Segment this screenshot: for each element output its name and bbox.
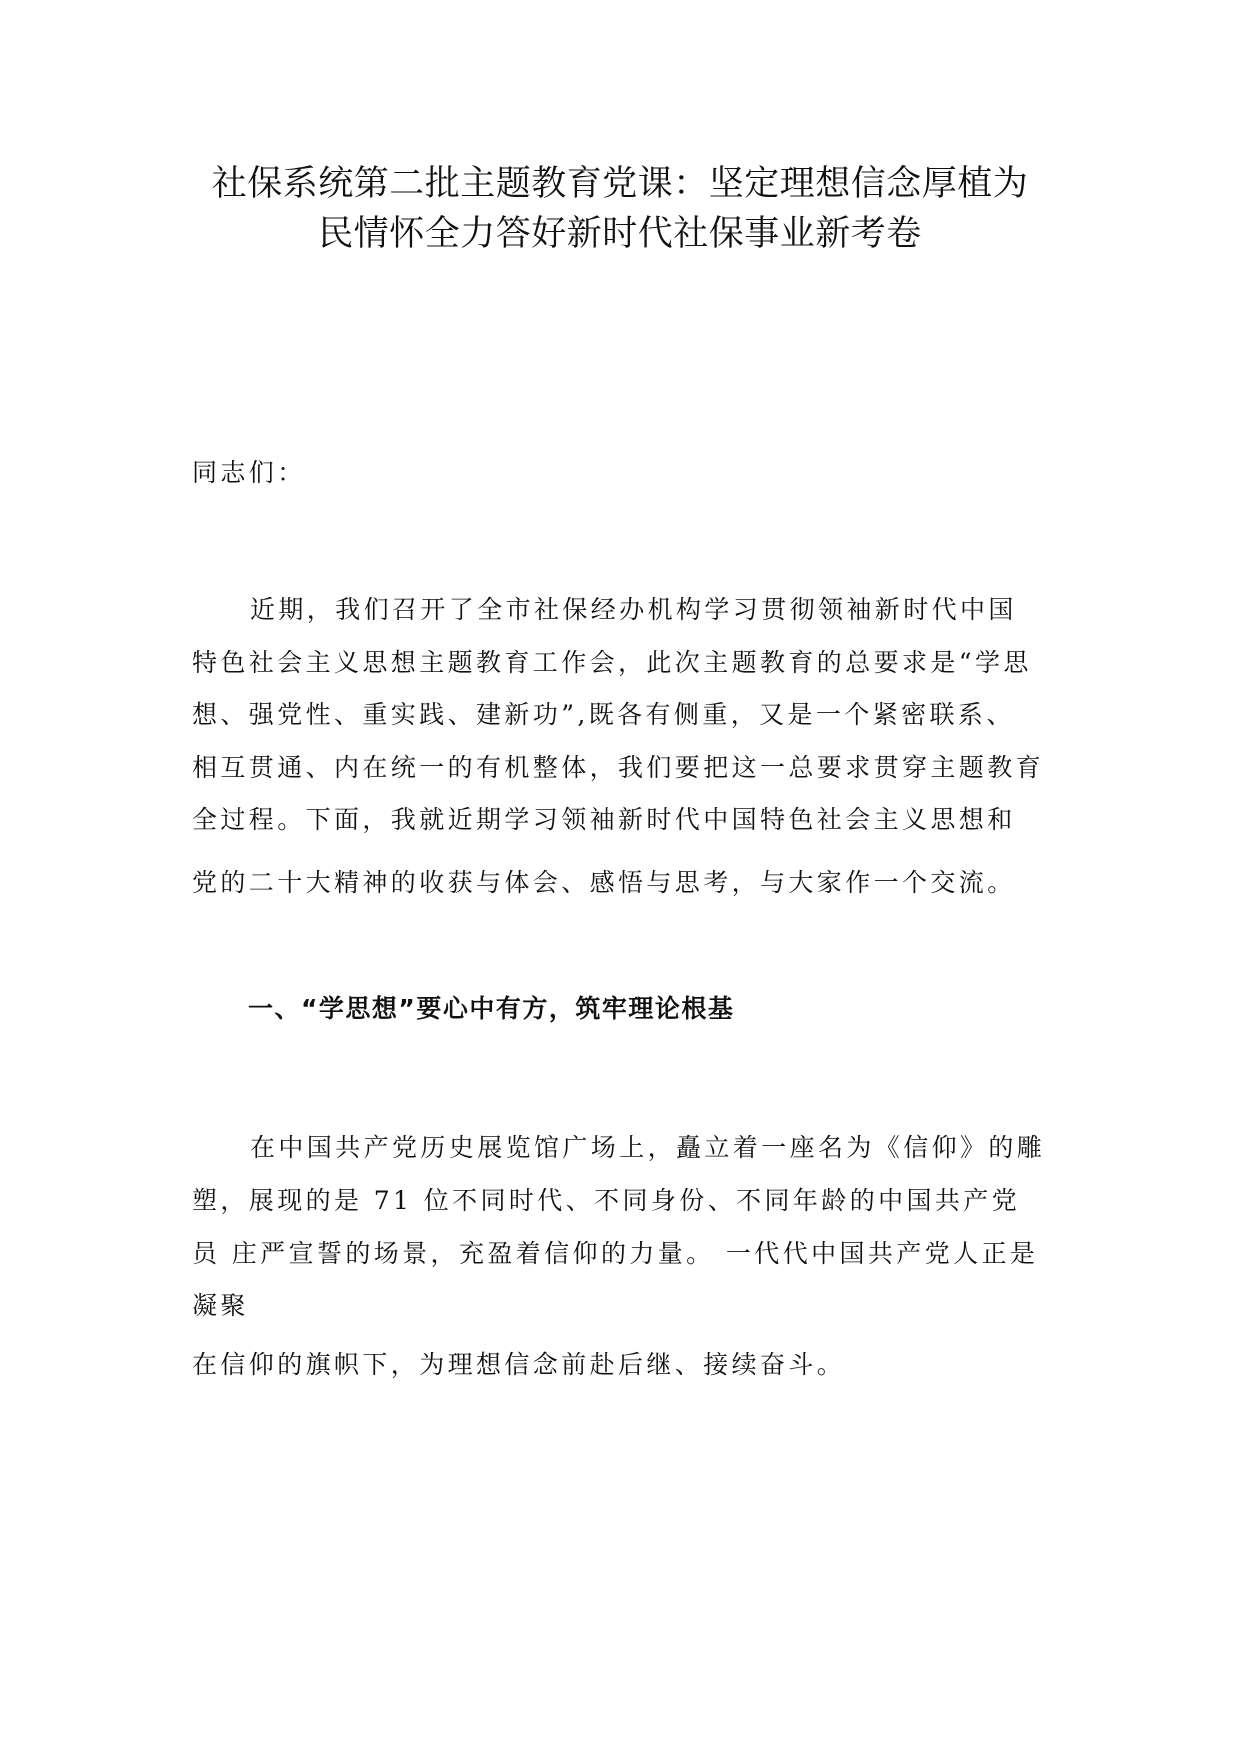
paragraph-1-line-2: 特色社会主义思想主题教育工作会，此次主题教育的总要求是“学思 [192,648,1032,677]
paragraph-1-line-4: 相互贯通、内在统一的有机整体，我们要把这一总要求贯穿主题教育 [192,753,1045,782]
paragraph-1-line-3: 想、强党性、重实践、建新功”,既各有侧重，又是一个紧密联系、 [192,700,1015,729]
paragraph-2-line-4: 凝聚 [192,1291,249,1320]
paragraph-2-line-3: 员 庄严宣誓的场景，充盈着信仰的力量。 一代代中国共产党人正是 [192,1239,1039,1268]
document-title-line-1: 社保系统第二批主题教育党课：坚定理想信念厚植为 [211,164,1029,204]
section-heading-1: 一、“学思想”要心中有方，筑牢理论根基 [248,994,735,1023]
salutation: 同志们： [192,458,306,487]
paragraph-2-line-2: 塑，展现的是 71 位不同时代、不同身份、不同年龄的中国共产党 [192,1186,1021,1215]
paragraph-2-line-1: 在中国共产党历史展览馆广场上，矗立着一座名为《信仰》的雕 [250,1133,1046,1162]
document-title-line-2: 民情怀全力答好新时代社保事业新考卷 [318,214,922,254]
paragraph-1-line-5: 全过程。下面，我就近期学习领袖新时代中国特色社会主义思想和 [192,805,1016,834]
paragraph-2-line-5: 在信仰的旗帜下，为理想信念前赴后继、接续奋斗。 [192,1350,846,1379]
paragraph-1-line-6: 党的二十大精神的收获与体会、感悟与思考，与大家作一个交流。 [192,868,1016,897]
paragraph-1-line-1: 近期，我们召开了全市社保经办机构学习贯彻领袖新时代中国 [250,595,1017,624]
